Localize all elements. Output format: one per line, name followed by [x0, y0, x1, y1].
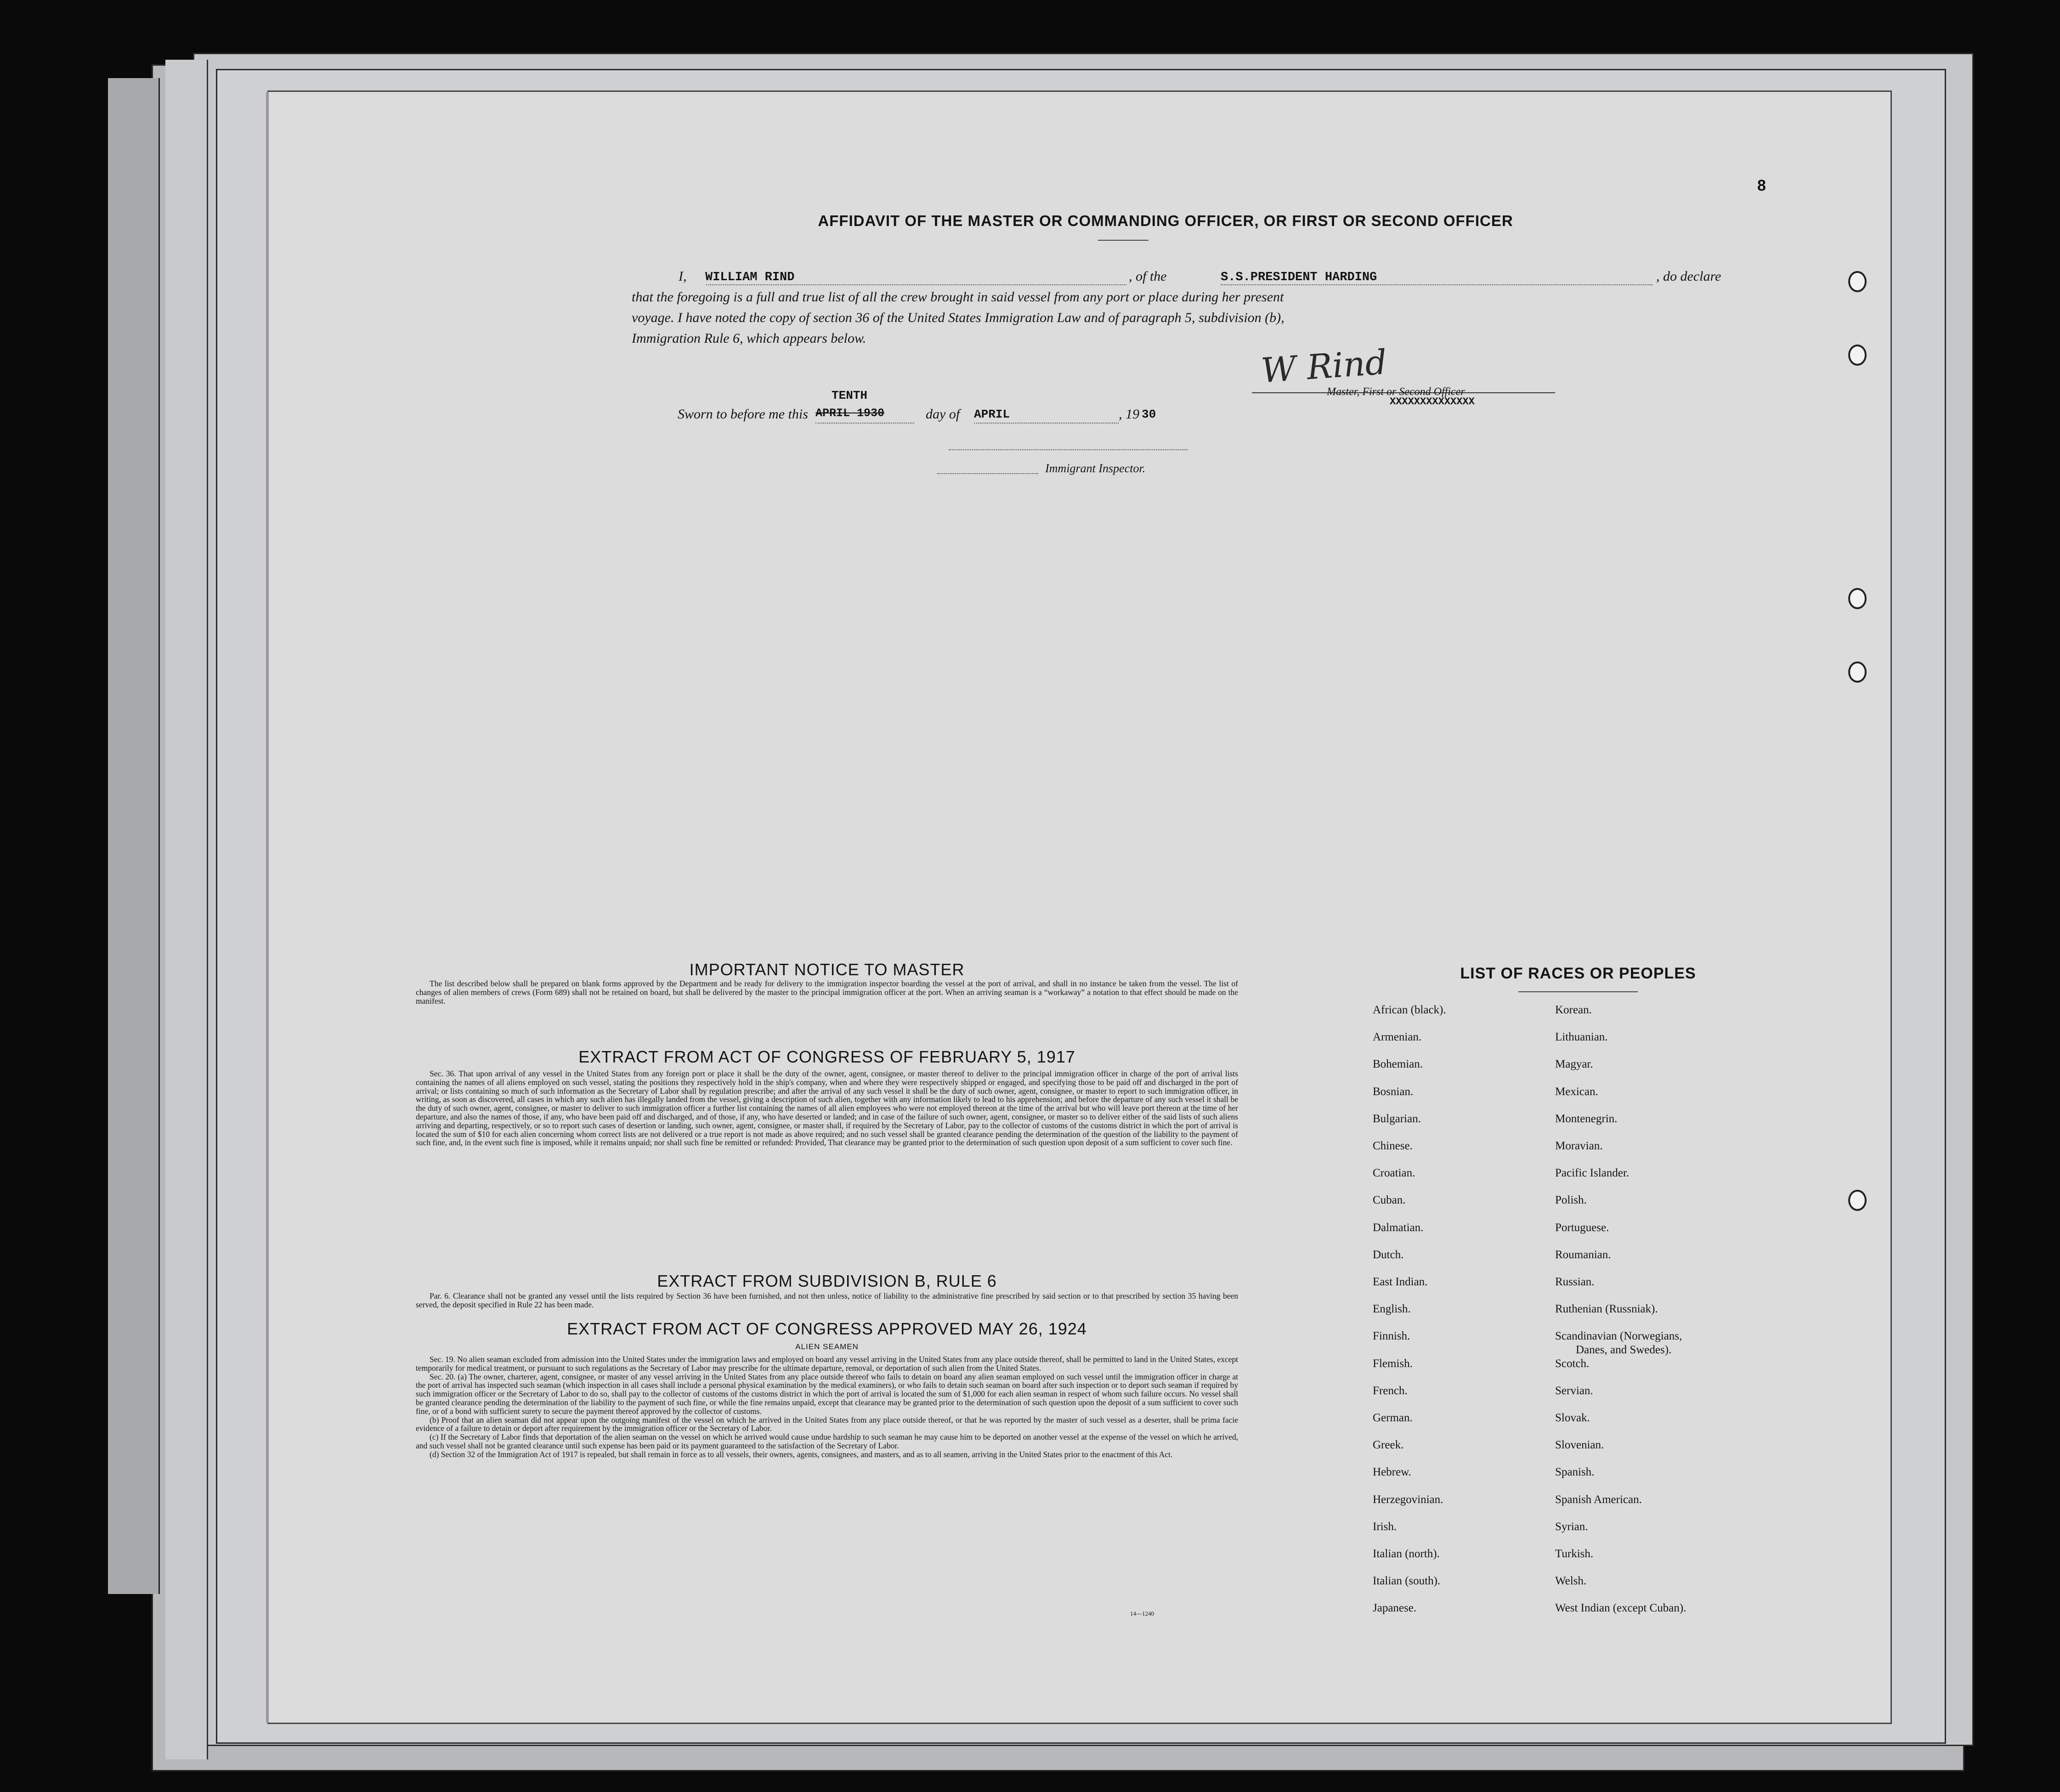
of-the-label: , of the — [1129, 269, 1167, 284]
notice-body — [416, 979, 1238, 1005]
race-item: Armenian. — [1373, 1031, 1422, 1044]
inspector-sign-line — [949, 449, 1188, 450]
race-item: Bulgarian. — [1373, 1112, 1421, 1125]
affidavit-line-2: that the foregoing is a full and true list of all the crew brought in said vessel from any port or place during her present — [632, 289, 1284, 305]
race-item: Welsh. — [1555, 1575, 1587, 1588]
day-fill-line — [815, 423, 914, 424]
day-word: TENTH — [832, 389, 868, 402]
race-item: Bosnian. — [1373, 1085, 1414, 1098]
race-item: Slovenian. — [1555, 1439, 1604, 1452]
pronoun-label: I, — [679, 269, 687, 284]
race-item: Turkish. — [1555, 1548, 1594, 1560]
affidavit-line-3: voyage. I have noted the copy of section 36 of the United States Immigration Law and of paragraph 5, subdivision (b), — [632, 310, 1285, 325]
name-fill-line — [706, 284, 1126, 285]
race-item: West Indian (except Cuban). — [1555, 1602, 1686, 1615]
master-name: WILLIAM RIND — [705, 271, 795, 284]
race-item: German. — [1373, 1412, 1413, 1424]
race-item: Spanish American. — [1555, 1493, 1642, 1506]
year: 30 — [1142, 407, 1156, 421]
race-item: Greek. — [1373, 1439, 1404, 1452]
month: APRIL — [974, 407, 1010, 421]
race-item: Roumanian. — [1555, 1248, 1611, 1261]
day-struck: APRIL 1930 — [815, 407, 885, 420]
race-item: Italian (south). — [1373, 1575, 1441, 1588]
affidavit-title: AFFIDAVIT OF THE MASTER OR COMMANDING OFFICER, OR FIRST OR SECOND OFFICER — [818, 212, 1513, 229]
affidavit-line-1 — [679, 269, 1804, 289]
race-item: Lithuanian. — [1555, 1031, 1608, 1044]
notice-paragraph: The list described below shall be prepared on blank forms approved by the Department and be ready for delivery to the immigration inspector boarding the vessel at the port of arrival, and shall in no instance be taken from the vessel. The list of changes of alien members of crews (Form 689) shall not be retained on board, but shall be delivered by the master to the principal immigration officer at the port. When an arriving seaman is a “workaway” a notation to that effect should be made on the manifest. — [416, 979, 1238, 1006]
year-prefix: , 19 — [1119, 407, 1139, 422]
race-item: Hebrew. — [1373, 1466, 1411, 1479]
form-number: 14—1240 — [1130, 1610, 1154, 1617]
binder-hole — [1848, 1190, 1867, 1211]
race-item: Ruthenian (Russniak). — [1555, 1303, 1658, 1316]
sworn-prefix: Sworn to before me this — [678, 407, 808, 422]
binder-hole — [1848, 271, 1867, 292]
race-item: Cuban. — [1373, 1194, 1406, 1207]
binder-hole — [1848, 345, 1867, 366]
race-item: Croatian. — [1373, 1167, 1415, 1180]
struck-label: XXXXXXXXXXXXXX — [1390, 396, 1475, 407]
race-item: Scandinavian (Norwegians, — [1555, 1330, 1682, 1343]
race-item: Montenegrin. — [1555, 1112, 1618, 1125]
extract-1924-title: EXTRACT FROM ACT OF CONGRESS APPROVED MAY 26, 1924 — [567, 1319, 1087, 1338]
section-20c-paragraph: (c) If the Secretary of Labor finds that deportation of the alien seaman on the vessel on which he arrived would cause undue hardship to such seaman he may cause him to be deported on another vessel at the expense of the vessel on which he arrived, and such vessel shall not be granted clearance until such expense has been paid or its payment guaranteed to the satisfaction of the Secretary of Labor. — [416, 1432, 1238, 1450]
rule-6-paragraph: Par. 6. Clearance shall not be granted any vessel until the lists required by Section 36 have been furnished, and not then unless, notice of liability to the administrative fine prescribed by said section or to that prescribed by section 35 having been served, the deposit specified in Rule 22 has been made. — [416, 1291, 1238, 1309]
extract-1917-title: EXTRACT FROM ACT OF CONGRESS OF FEBRUARY 5, 1917 — [578, 1047, 1075, 1066]
extract-1917-body — [416, 1069, 1238, 1147]
race-item: African (black). — [1373, 1004, 1446, 1016]
day-of-label: day of — [926, 407, 960, 422]
manifest-page — [269, 92, 1890, 1723]
vessel-name: S.S.PRESIDENT HARDING — [1221, 271, 1377, 284]
race-item: Irish. — [1373, 1520, 1397, 1533]
alien-seamen-subtitle: ALIEN SEAMEN — [795, 1342, 859, 1351]
race-item: Dalmatian. — [1373, 1221, 1424, 1234]
race-item: Danes, and Swedes). — [1576, 1344, 1672, 1357]
inspector-label: Immigrant Inspector. — [1045, 462, 1146, 475]
race-item: Herzegovinian. — [1373, 1493, 1443, 1506]
race-item: Servian. — [1555, 1384, 1593, 1397]
race-item: Italian (north). — [1373, 1548, 1440, 1560]
title-underline — [1098, 240, 1149, 241]
section-20b-paragraph: (b) Proof that an alien seaman did not appear upon the outgoing manifest of the vessel on which he arrived in the United States from any place outside thereof, or that he was reported by the master of such vessel as a deserter, shall be prima facie evidence of a failure to detain or deport after requirement by the immigration officer or the Secretary of Labor. — [416, 1415, 1238, 1433]
race-item: Scotch. — [1555, 1357, 1590, 1370]
race-item: Flemish. — [1373, 1357, 1413, 1370]
rule-6-title: EXTRACT FROM SUBDIVISION B, RULE 6 — [657, 1272, 997, 1290]
race-item: Syrian. — [1555, 1520, 1588, 1533]
race-item: Pacific Islander. — [1555, 1167, 1630, 1180]
section-20d-paragraph: (d) Section 32 of the Immigration Act of 1917 is repealed, but shall remain in force as to all vessels, their owners, agents, consignees, and masters, and as to all seamen, arriving in the United States prior to the enactment of this Act. — [430, 1449, 1173, 1459]
race-item: Mexican. — [1555, 1085, 1598, 1098]
section-36-paragraph: Sec. 36. That upon arrival of any vessel in the United States from any foreign port or place it shall be the duty of the owner, agent, consignee, or master thereof to deliver to the principal immigration officer in charge of the port of arrival lists containing the names of all aliens employed on such vessel, stating the positions they respectively hold in the ship's company, when and where they were respectively shipped or engaged, and specifying those to be paid off and discharged in the port of arrival; or lists containing so much of such information as the Secretary of Labor shall by regulation prescribe; and after the arrival of any such vessel it shall be the duty of such owner, agent, consignee, or master to report to such immigration officer, in writing, as soon as discovered, all cases in which any such alien has illegally landed from the vessel, giving a description of such alien, together with any information likely to lead to his apprehension; and before the departure of any such vessel it shall be the duty of such owner, agent, consignee, or master to deliver to such immigration officer a further list containing the names of all alien employees who were not employed thereon at the time of the arrival but who will leave port thereon at the time of her departure, and also the names of those, if any, who have been paid off and discharged, and of those, if any, who have deserted or landed; and in case of the failure of such owner, agent, consignee, or master so to deliver either of the said lists of such aliens arriving and departing, respectively, or so to report such cases of desertion or landing, such owner, agent, consignee, or master shall, if required by the Secretary of Labor, pay to the collector of customs of the customs district in which the port of arrival is located the sum of $10 for each alien concerning whom correct lists are not delivered or a true report is not made as above required; and no such vessel shall be granted clearance pending the determination of the question of the liability to the payment of such fine, and, in the event such fine is imposed, while it remains unpaid; nor shall such fine be remitted or refunded: Provided, That clearance may be granted prior to the determination of such question upon deposit of a sum sufficient to cover such fine. — [416, 1069, 1238, 1148]
race-item: English. — [1373, 1303, 1411, 1316]
signature-label: Master, First or Second Officer — [1327, 386, 1465, 398]
races-underline — [1518, 991, 1638, 992]
margin-mark: 8 — [1757, 177, 1766, 194]
race-item: Moravian. — [1555, 1140, 1603, 1152]
race-item: Korean. — [1555, 1004, 1592, 1016]
races-title: LIST OF RACES OR PEOPLES — [1460, 965, 1696, 982]
month-fill-line — [974, 423, 1119, 424]
notice-title: IMPORTANT NOTICE TO MASTER — [689, 960, 965, 979]
section-20a-paragraph: Sec. 20. (a) The owner, charterer, agent, consignee, or master of any vessel arriving in the United States from any place outside thereof who fails to detain on board any alien seaman employed on such vessel until the immigration officer in charge at the port of arrival has inspected such seaman (which inspection in all cases shall include a personal physical examination by the medical examiners), or who fails to detain such seaman on board after such inspection or to deport such seaman if required by such immigration officer or the Secretary of Labor to do so, shall pay to the collector of customs of the customs district in which the port of arrival is located the sum of $1,000 for each alien seaman in respect of whom such failure occurs. No vessel shall be granted clearance pending the determination of the liability to the payment of such fine, or while the fine remains unpaid, except that clearance may be granted prior to the determination of such question upon the deposit of a sum sufficient to cover such fine, or of a bond with sufficient surety to secure the payment thereof approved by the collector of customs. — [416, 1372, 1238, 1416]
left-edge-strip — [108, 78, 160, 1594]
race-item: Polish. — [1555, 1194, 1587, 1207]
race-item: Portuguese. — [1555, 1221, 1609, 1234]
affidavit-line-4: Immigration Rule 6, which appears below. — [632, 331, 866, 346]
race-item: East Indian. — [1373, 1276, 1428, 1288]
race-item: Dutch. — [1373, 1248, 1404, 1261]
do-declare-label: , do declare — [1656, 269, 1721, 284]
rule-6-body — [416, 1292, 1238, 1309]
section-19-paragraph: Sec. 19. No alien seaman excluded from admission into the United States under the immigration laws and employed on board any vessel arriving in the United States from any place outside thereof, shall be permitted to land in the United States, except temporarily for medical treatment, or pursuant to such regulations as the Secretary of Labor may prescribe for the ultimate departure, removal, or deportation of such alien from the United States. — [416, 1355, 1238, 1373]
race-item: Magyar. — [1555, 1058, 1593, 1071]
race-item: Slovak. — [1555, 1412, 1590, 1424]
race-item: Japanese. — [1373, 1602, 1417, 1615]
race-item: Russian. — [1555, 1276, 1595, 1288]
race-item: Bohemian. — [1373, 1058, 1423, 1071]
race-item: Chinese. — [1373, 1140, 1413, 1152]
extract-1924-body — [416, 1355, 1238, 1459]
binder-hole — [1848, 588, 1867, 609]
master-signature: W Rind — [1260, 342, 1388, 391]
left-edge-strip — [165, 60, 208, 1759]
race-item: French. — [1373, 1384, 1408, 1397]
race-item: Spanish. — [1555, 1466, 1595, 1479]
vessel-fill-line — [1221, 284, 1653, 285]
binder-hole — [1848, 661, 1867, 683]
inspector-fill-line — [937, 473, 1038, 474]
race-item: Finnish. — [1373, 1330, 1410, 1343]
